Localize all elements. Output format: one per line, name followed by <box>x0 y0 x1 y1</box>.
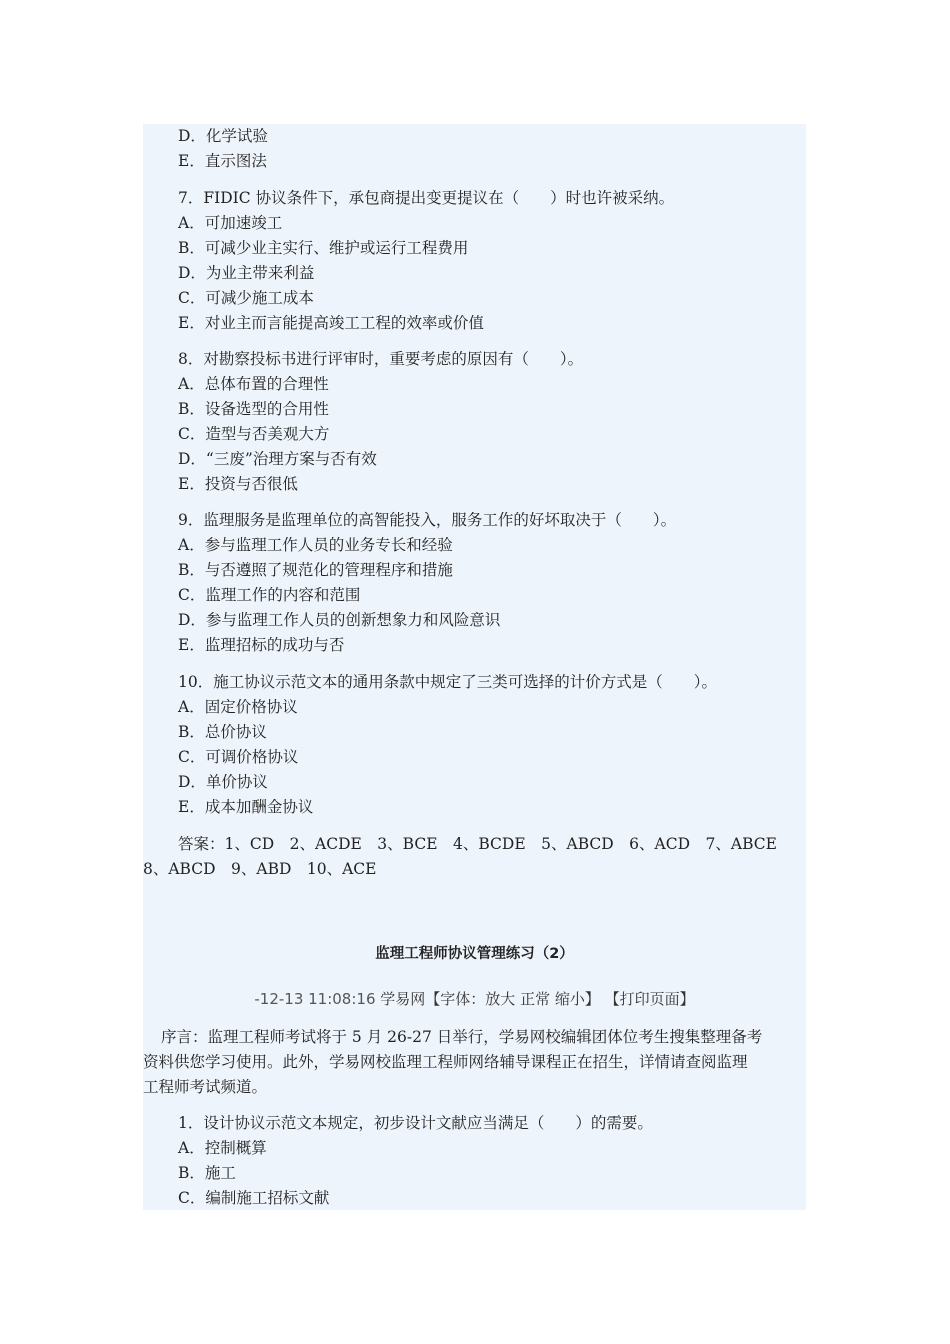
option-line: C．可调价格协议 <box>178 748 299 766</box>
option-line: B．施工 <box>178 1164 236 1182</box>
option-line: A．固定价格协议 <box>178 698 298 716</box>
article-title: 监理工程师协议管理练习（2） <box>375 946 574 962</box>
question-1: 1．设计协议示范文本规定，初步设计文献应当满足（ ）的需要。 <box>178 1114 653 1132</box>
question-7: 7．FIDIC 协议条件下，承包商提出变更提议在（ ）时也许被采纳。 <box>178 189 675 207</box>
option-line: B．可减少业主实行、维护或运行工程费用 <box>178 239 469 257</box>
option-line: C．监理工作的内容和范围 <box>178 586 361 604</box>
option-line: B．设备选型的合用性 <box>178 400 329 418</box>
option-line: E．成本加酬金协议 <box>178 798 314 816</box>
answer-key-continued: 8、ABCD 9、ABD 10、ACE <box>143 860 377 878</box>
article-meta <box>143 988 806 1009</box>
option-line: A．控制概算 <box>178 1139 267 1157</box>
question-10: 10．施工协议示范文本的通用条款中规定了三类可选择的计价方式是（ ）。 <box>178 673 717 691</box>
option-line: E．对业主而言能提高竣工工程的效率或价值 <box>178 314 484 332</box>
option-line: D．为业主带来利益 <box>178 264 315 282</box>
answer-key: 答案：1、CD 2、ACDE 3、BCE 4、BCDE 5、ABCD 6、ACD 7、ABCE <box>178 835 777 853</box>
option-line: C．编制施工招标文献 <box>178 1189 330 1207</box>
font-size-controls[interactable]: 【字体：放大 正常 缩小】 <box>425 990 600 1008</box>
question-8: 8．对勘察投标书进行评审时，重要考虑的原因有（ ）。 <box>178 350 584 368</box>
option-line: E．监理招标的成功与否 <box>178 636 345 654</box>
option-line: A．总体布置的合理性 <box>178 375 329 393</box>
question-9: 9．监理服务是监理单位的高智能投入，服务工作的好坏取决于（ ）。 <box>178 511 677 529</box>
option-line: D．化学试验 <box>178 127 268 145</box>
option-line: E．投资与否很低 <box>178 475 298 493</box>
option-line: E．直示图法 <box>178 152 267 170</box>
preface-text: 资料供您学习使用。此外，学易网校监理工程师网络辅导课程正在招生，详情请查阅监理 <box>143 1053 748 1071</box>
option-line: A．参与监理工作人员的业务专长和经验 <box>178 536 453 554</box>
option-line: C．造型与否美观大方 <box>178 425 330 443</box>
option-line: C．可减少施工成本 <box>178 289 314 307</box>
preface-text: 序言：监理工程师考试将于 5 月 26-27 日举行，学易网校编辑团体位考生搜集整理备考 <box>161 1028 763 1046</box>
option-line: D．“三废”治理方案与否有效 <box>178 450 377 468</box>
article-publisher: 学易网 <box>380 990 426 1008</box>
content-panel <box>143 124 806 1210</box>
option-line: A．可加速竣工 <box>178 214 283 232</box>
option-line: B．总价协议 <box>178 723 267 741</box>
option-line: B．与否遵照了规范化的管理程序和措施 <box>178 561 453 579</box>
option-line: D．单价协议 <box>178 773 268 791</box>
option-line: D．参与监理工作人员的创新想象力和风险意识 <box>178 611 501 629</box>
print-page-link[interactable]: 【打印页面】 <box>604 990 695 1008</box>
preface-text: 工程师考试频道。 <box>143 1078 268 1096</box>
article-date: -12-13 11:08:16 <box>254 990 376 1008</box>
